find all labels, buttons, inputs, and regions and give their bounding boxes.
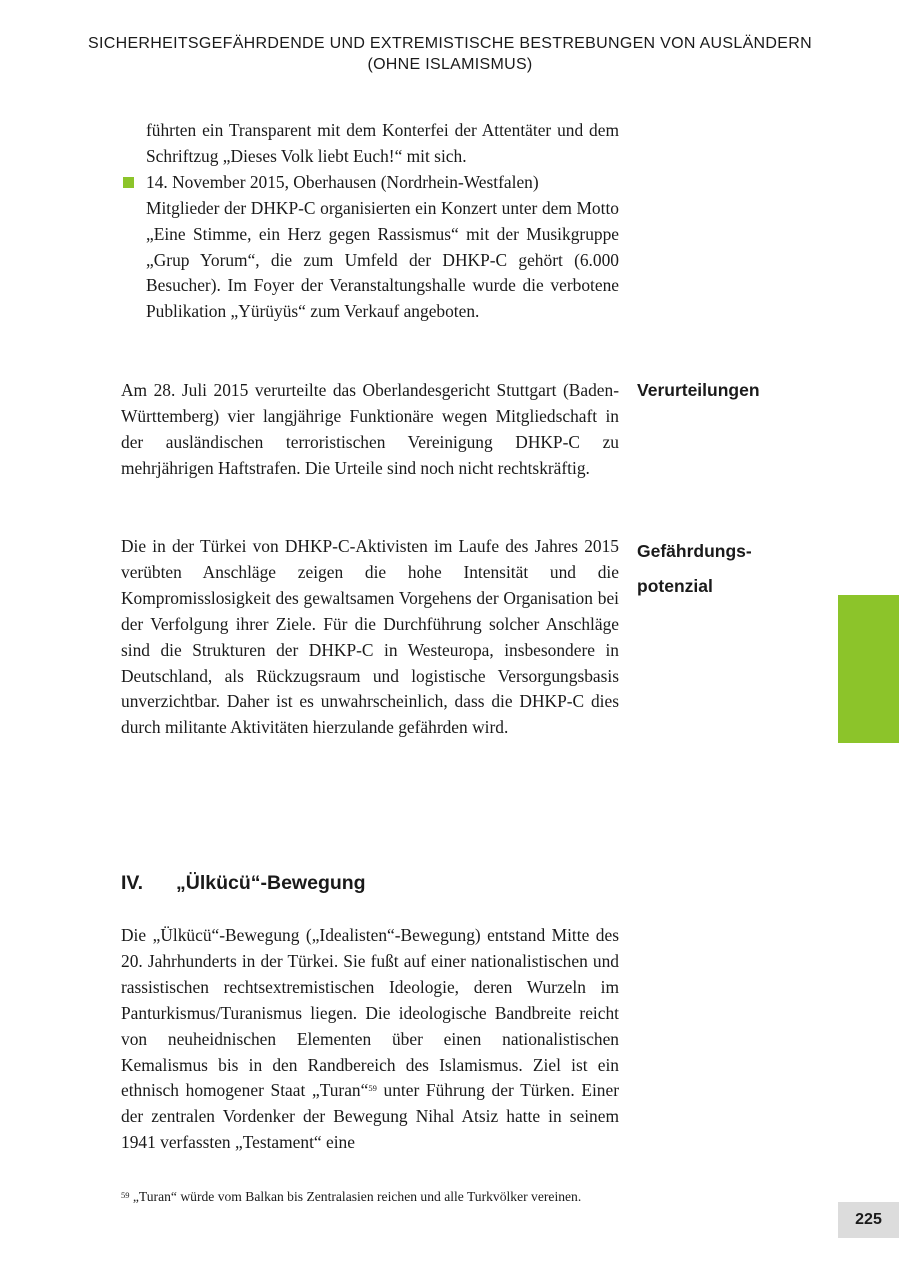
margin-heading-gefaehrdungspotenzial: Gefährdungs- potenzial [637,541,752,596]
footnote [121,1188,661,1206]
section-heading [121,870,621,896]
paragraph-uelkuecue: Die „Ülkücü“-Bewegung („Idealisten“-Bewegung) entstand Mitte des 20. Jahrhunderts in der Türkei. Sie fußt auf einer nationalistischen und rassistischen rechtsextremistischen Ideologie, deren Wurzeln im Panturkismus/Turanismus liegen. Die ideologische Bandbreite reicht von neuheidnischen Elementen über einen nationalistischen Kemalismus bis in den Randbereich des Islamismus. Ziel ist ein ethnisch homogener Staat „Turan“$^{59}$ unter Führung der Türken. Einer der zentralen Vordenker der Bewegung Nihal Atsiz hatte in seinem 1941 verfassten „Testament“ eine [121,925,620,1153]
footnote-number: 59 [121,1190,130,1200]
chapter-tab-marker [838,595,899,743]
paragraph-gefaehrdungspotenzial: Die in der Türkei von DHKP-C-Aktivisten im Laufe des Jahres 2015 verübten Anschläge zeigen die hohe Intensität und die Kompromisslosigkeit des gewaltsamen Vorgehens der Organisation bei der Verfolgung ihrer Ziele. Für die Durchführung solcher Anschläge sind die Strukturen der DHKP-C in Westeuropa, insbesondere in Deutschland, als Rückzugsraum und logistische Versorgungsbasis unverzichtbar. Daher ist es unwahrscheinlich, dass die DHKP-C dies durch militante Aktivitäten hierzulande gefährden wird. [121,536,619,738]
footnote-text: „Turan“ würde vom Balkan bis Zentralasien reichen und alle Turkvölker vereinen. [129,1189,582,1204]
running-head-line-1: SICHERHEITSGEFÄHRDENDE UND EXTREMISTISCHE BESTREBUNGEN VON AUSLÄNDERN [88,35,812,52]
bullet-heading: 14. November 2015, Oberhausen (Nordrhein-Westfalen) [146,171,539,192]
running-head-line-2: (OHNE ISLAMISMUS) [367,56,533,73]
paragraph-verurteilungen: Am 28. Juli 2015 verurteilte das Oberlandesgericht Stuttgart (Baden-Württemberg) vier langjährige Funktionäre wegen Mitgliedschaft in der ausländischen terroristischen Vereinigung DHKP-C zu mehrjährigen Haftstrafen. Die Urteile sind noch nicht rechtskräftig. [121,380,619,478]
footnote-reference: 59 [368,1083,377,1094]
running-head [0,33,900,75]
list-item [121,170,619,325]
bullet-list [121,118,619,325]
section-title: „Ülkücü“-Bewegung [176,872,366,894]
section-number: IV. [121,872,144,894]
page-number: 225 [838,1202,899,1238]
margin-heading-verurteilungen: Verurteilungen [637,380,760,400]
green-square-bullet-icon [123,177,134,188]
continued-bullet-text: führten ein Transparent mit dem Konterfei der Attentäter und dem Schriftzug „Dieses Volk liebt Euch!“ mit sich. [146,120,619,166]
bullet-text: Mitglieder der DHKP-C organisierten ein Konzert unter dem Motto „Eine Stimme, ein Herz gegen Rassismus“ mit der Musikgruppe „Grup Yorum“, die zum Umfeld der DHKP-C gehört (6.000 Besucher). Im Foyer der Veranstaltungshalle wurde die verbotene Publikation „Yürüyüs“ zum Verkauf angeboten. [146,197,619,322]
